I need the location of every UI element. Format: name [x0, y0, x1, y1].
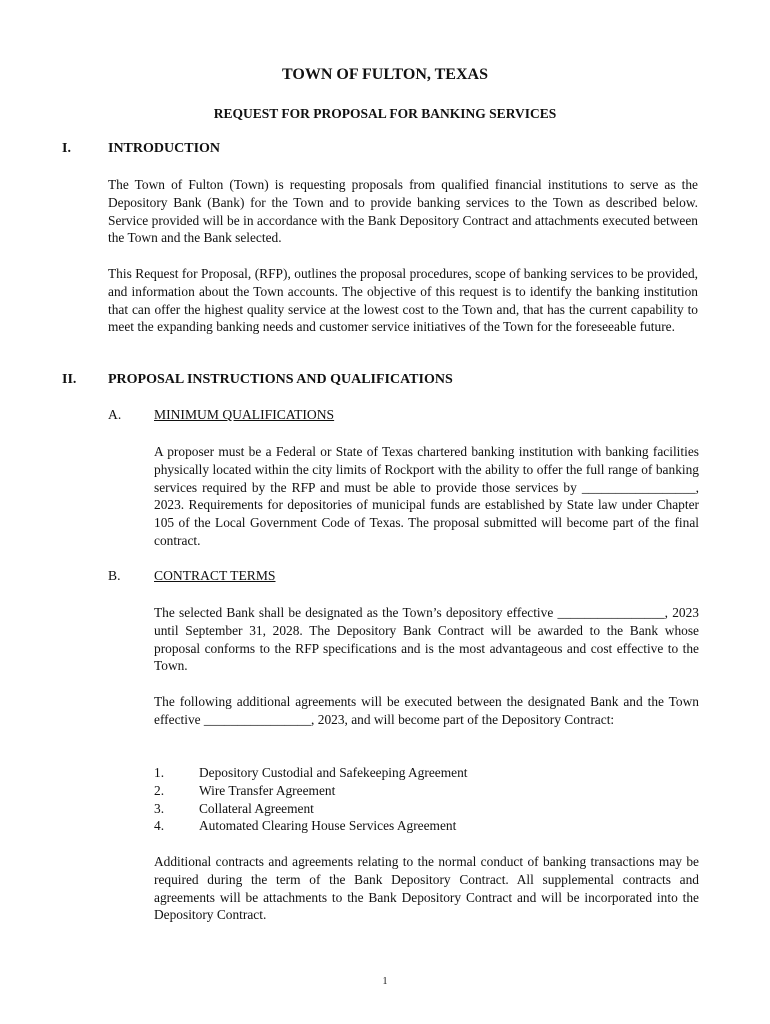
document-title: TOWN OF FULTON, TEXAS — [282, 66, 488, 83]
subsection-b-letter: B. — [108, 568, 121, 583]
contract-terms-paragraph-1: The selected Bank shall be designated as the Town’s depository effective ________________, 2023 until September 31, 2028. The Depository Bank Contract will be awarded to the Bank whose proposal conforms to the RFP specifications and is the most advantageous and cost effective to the Town. — [154, 605, 699, 674]
subsection-b-heading: CONTRACT TERMS — [154, 568, 276, 583]
list-item: 1. Depository Custodial and Safekeeping Agreement — [154, 765, 468, 780]
list-item: 3. Collateral Agreement — [154, 800, 314, 816]
section-2-heading: PROPOSAL INSTRUCTIONS AND QUALIFICATIONS — [108, 372, 453, 387]
section-1-heading: INTRODUCTION — [108, 141, 221, 156]
section-2-number: II. — [62, 372, 77, 387]
contract-terms-paragraph-2: The following additional agreements will be executed between the designated Bank and the Town effective ________________, 2023, and will become part of the Depository Contract: — [154, 694, 699, 727]
list-item: 2. Wire Transfer Agreement — [154, 782, 336, 798]
agreements-list — [154, 764, 699, 835]
page-number: 1 — [382, 976, 388, 987]
qualifications-paragraph: A proposer must be a Federal or State of Texas chartered banking institution with banking facilities physically located within the city limits of Rockport with the ability to offer the full range of banking services required by the RFP and must be able to provide those services by _________________, 2023. Requirements for depositories of municipal funds are established by State law under Chapter 105 of the Local Government Code of Texas. The proposal submitted will become part of the final contract. — [154, 444, 699, 548]
subsection-a-letter: A. — [108, 407, 122, 422]
intro-paragraph-1: The Town of Fulton (Town) is requesting proposals from qualified financial institutions to serve as the Depository Bank (Bank) for the Town and to provide banking services to the Town as described below. Service provided will be in accordance with the Bank Depository Contract and attachments executed between the Town and the Bank selected. — [108, 177, 698, 246]
contract-terms-paragraph-3: Additional contracts and agreements relating to the normal conduct of banking transactions may be required during the term of the Bank Depository Contract. All supplemental contracts and agreements will be attachments to the Bank Depository Contract and will be incorporated into the Depository Contract. — [154, 854, 699, 923]
intro-paragraph-2: This Request for Proposal, (RFP), outlines the proposal procedures, scope of banking services to be provided, and information about the Town accounts. The objective of this request is to identify the banking institution that can offer the highest quality service at the lowest cost to the Town and, that has the current capability to meet the expanding banking needs and customer service initiatives of the Town for the foreseeable future. — [108, 266, 698, 335]
list-item: 4. Automated Clearing House Services Agreement — [154, 818, 457, 834]
subsection-a-heading: MINIMUM QUALIFICATIONS — [154, 407, 335, 422]
document-subtitle: REQUEST FOR PROPOSAL FOR BANKING SERVICES — [213, 106, 557, 121]
section-1-number: I. — [62, 141, 71, 156]
